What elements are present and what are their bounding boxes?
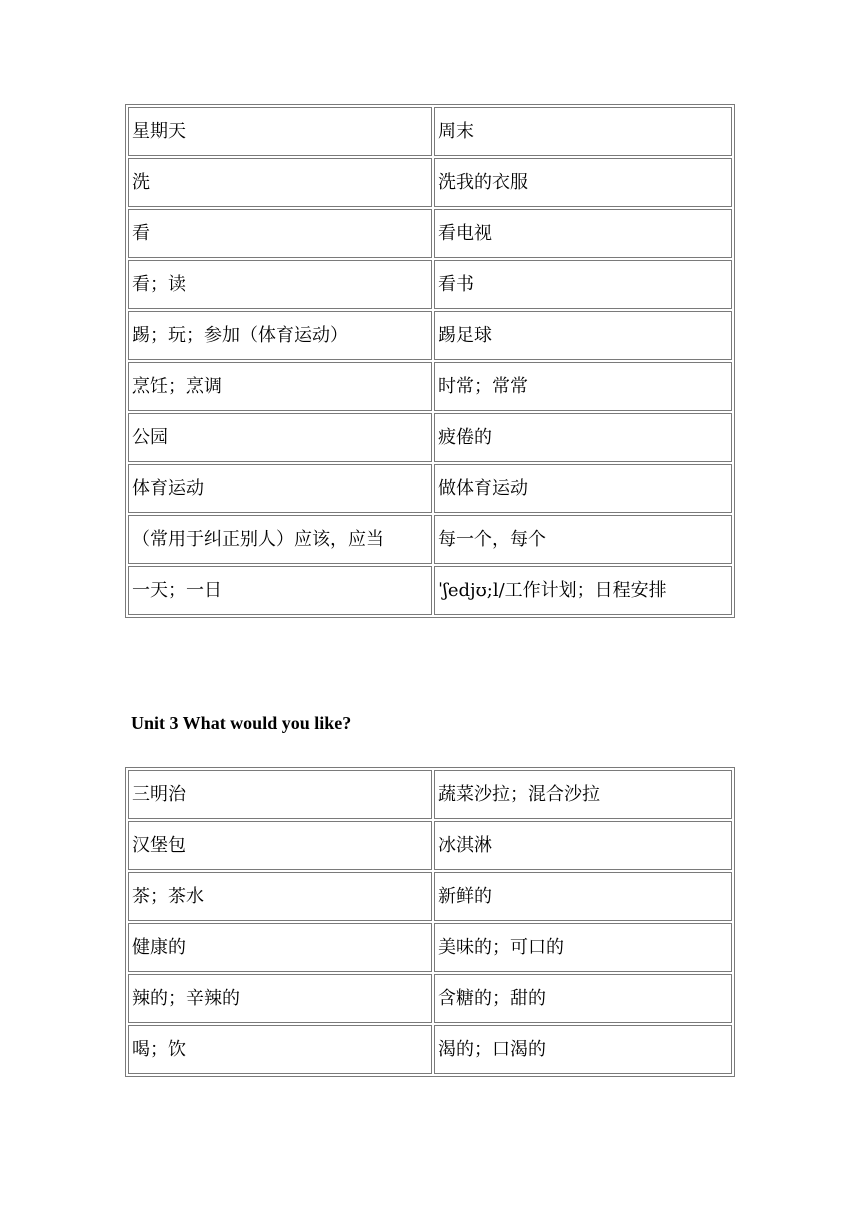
table-row bbox=[128, 464, 732, 513]
table-cell: 三明治 bbox=[128, 770, 432, 819]
table-cell: 蔬菜沙拉；混合沙拉 bbox=[434, 770, 732, 819]
table-cell: 体育运动 bbox=[128, 464, 432, 513]
table-row bbox=[128, 209, 732, 258]
table-cell: 时常；常常 bbox=[434, 362, 732, 411]
table-cell: 茶；茶水 bbox=[128, 872, 432, 921]
table-cell: ˈʃedjʊ;l/工作计划；日程安排 bbox=[434, 566, 732, 615]
table-row bbox=[128, 923, 732, 972]
table-cell: 健康的 bbox=[128, 923, 432, 972]
table-row bbox=[128, 872, 732, 921]
table-cell: 公园 bbox=[128, 413, 432, 462]
table-cell: 看 bbox=[128, 209, 432, 258]
table-cell: 新鲜的 bbox=[434, 872, 732, 921]
table-cell: 周末 bbox=[434, 107, 732, 156]
table-cell: 看电视 bbox=[434, 209, 732, 258]
table-cell: 做体育运动 bbox=[434, 464, 732, 513]
table-cell: 每一个，每个 bbox=[434, 515, 732, 564]
table-cell: 看书 bbox=[434, 260, 732, 309]
table-row bbox=[128, 311, 732, 360]
table-cell: 星期天 bbox=[128, 107, 432, 156]
table-cell: 含糖的；甜的 bbox=[434, 974, 732, 1023]
table-row bbox=[128, 974, 732, 1023]
table-cell: 渴的；口渴的 bbox=[434, 1025, 732, 1074]
table-cell: 一天；一日 bbox=[128, 566, 432, 615]
table-cell: 洗 bbox=[128, 158, 432, 207]
table-row bbox=[128, 515, 732, 564]
table-cell: 汉堡包 bbox=[128, 821, 432, 870]
table-cell: 冰淇淋 bbox=[434, 821, 732, 870]
table-cell: 美味的；可口的 bbox=[434, 923, 732, 972]
table-row bbox=[128, 362, 732, 411]
table-row bbox=[128, 107, 732, 156]
table-cell: 踢足球 bbox=[434, 311, 732, 360]
table-cell: 辣的；辛辣的 bbox=[128, 974, 432, 1023]
vocab-table-unit3 bbox=[125, 767, 735, 1077]
table-cell: 喝；饮 bbox=[128, 1025, 432, 1074]
table-row bbox=[128, 158, 732, 207]
table-row bbox=[128, 260, 732, 309]
unit-heading: Unit 3 What would you like? bbox=[131, 713, 352, 733]
vocab-table-unit2 bbox=[125, 104, 735, 618]
table-cell: 烹饪；烹调 bbox=[128, 362, 432, 411]
table-cell: 疲倦的 bbox=[434, 413, 732, 462]
table-cell: 洗我的衣服 bbox=[434, 158, 732, 207]
table-row bbox=[128, 413, 732, 462]
table-row bbox=[128, 770, 732, 819]
table-cell: （常用于纠正别人）应该，应当 bbox=[128, 515, 432, 564]
table-row bbox=[128, 1025, 732, 1074]
table-row bbox=[128, 566, 732, 615]
table-row bbox=[128, 821, 732, 870]
table-cell: 踢；玩；参加（体育运动） bbox=[128, 311, 432, 360]
table-cell: 看；读 bbox=[128, 260, 432, 309]
